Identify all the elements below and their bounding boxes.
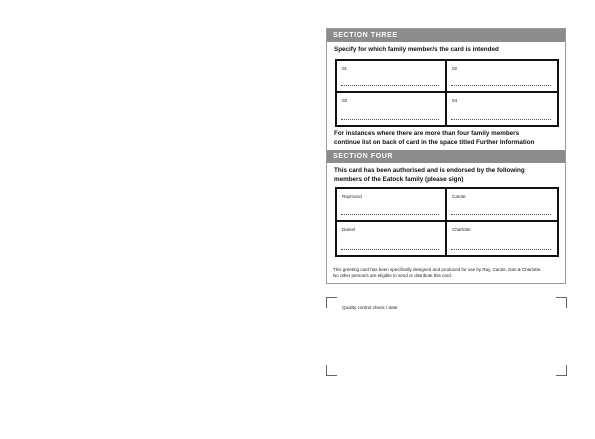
signature-line	[341, 214, 439, 215]
signature-grid	[335, 187, 559, 257]
crop-mark-bottom-left	[326, 365, 337, 376]
signature-box-raymond[interactable]	[337, 189, 445, 220]
signature-box-daniel[interactable]	[337, 222, 445, 255]
family-member-slot-4[interactable]	[447, 93, 557, 125]
family-member-slot-1[interactable]	[337, 61, 445, 91]
section-three-instruction: Specify for which family member/s the card is intended	[334, 46, 499, 53]
usage-disclaimer-line-1: This greeting card has been specifically designed and produced for use by Ray, Carole, Dan & Charlotte.	[333, 267, 542, 272]
usage-disclaimer-line-2: No other person/s are eligible to send or distribute this card.	[333, 273, 453, 278]
entry-line	[341, 119, 439, 120]
section-three-note-line-2: continue list on back of card in the space titled Further Information	[334, 138, 535, 146]
slot-label: 04	[452, 98, 458, 103]
slot-label: 01	[342, 66, 348, 71]
usage-disclaimer	[333, 267, 563, 279]
signature-line	[341, 249, 439, 250]
section-four-instruction-line-1: This card has been authorised and is endorsed by the following	[334, 167, 525, 174]
signature-line	[451, 214, 551, 215]
family-member-slot-2[interactable]	[447, 61, 557, 91]
signer-name: Carole	[452, 194, 466, 199]
section-four-instruction-line-2: members of the Eatock family (please sign)	[334, 175, 464, 183]
card-form-panel	[326, 28, 566, 284]
signature-line	[451, 249, 551, 250]
signer-name: Daniel	[342, 227, 356, 232]
quality-control-label: Quality control check / date	[342, 305, 398, 310]
signer-name: Charlotte	[452, 227, 471, 232]
family-member-slot-3[interactable]	[337, 93, 445, 125]
signer-name: Raymond	[342, 194, 362, 199]
signature-box-carole[interactable]	[447, 189, 557, 220]
crop-mark-top-left	[326, 297, 337, 308]
signature-box-charlotte[interactable]	[447, 222, 557, 255]
entry-line	[451, 119, 551, 120]
section-three-header: SECTION THREE	[327, 29, 565, 42]
section-three-note-line-1: For instances where there are more than four family members	[334, 130, 520, 137]
entry-line	[341, 85, 439, 86]
family-member-grid	[335, 59, 559, 127]
crop-mark-bottom-right	[556, 365, 567, 376]
entry-line	[451, 85, 551, 86]
slot-label: 03	[342, 98, 348, 103]
section-four-header: SECTION FOUR	[327, 150, 565, 163]
slot-label: 02	[452, 66, 458, 71]
crop-mark-top-right	[556, 297, 567, 308]
